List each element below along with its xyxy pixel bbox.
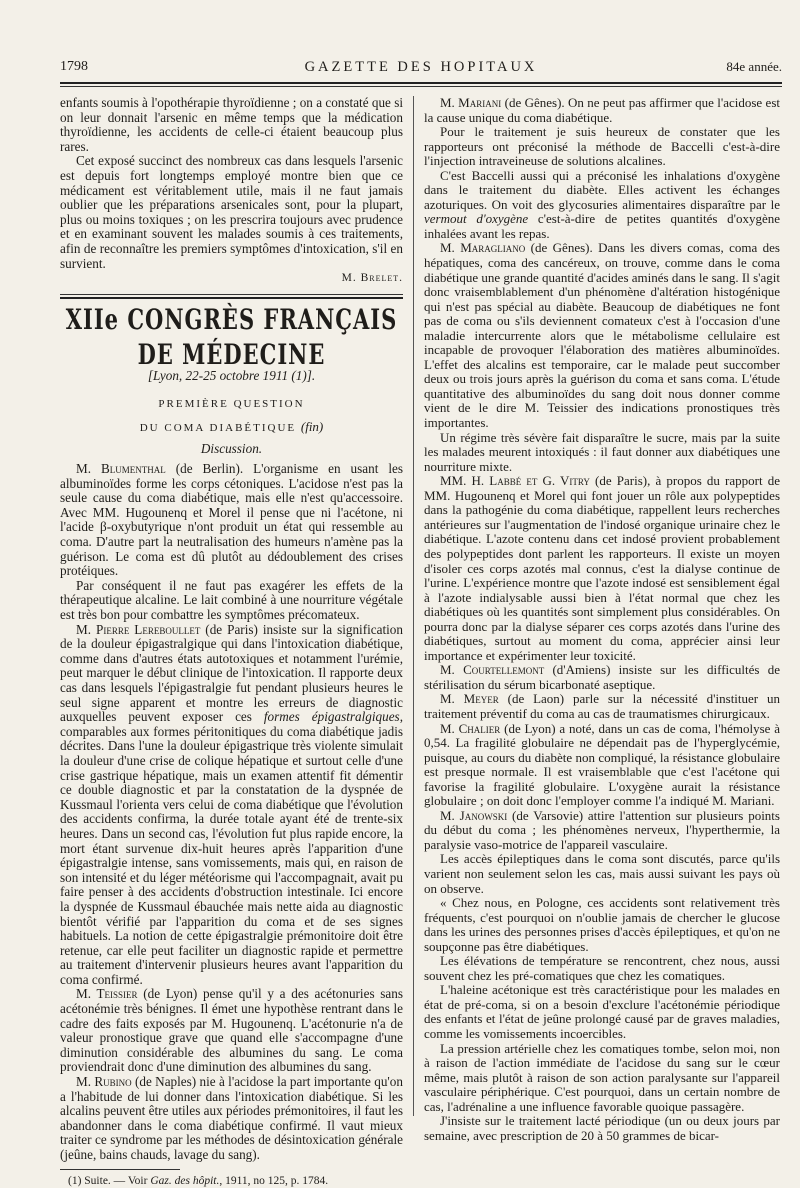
speaker-name: M. Blumenthal (76, 461, 166, 477)
footnote-citation: Gaz. des hôpit. (150, 1174, 220, 1187)
paragraph-teissier (60, 987, 403, 1075)
paragraph: La pression artérielle chez les comatiques tombe, selon moi, non à raison de l'action immédiate de l'acidose du sang sur le cœur même, mais plutôt à raison de son action paralysante sur l'appareil vasculaire périphérique. C'est pourquoi, dans un certain nombre de cas, l'adrénaline a une influence favorable quoique passagère. (424, 1040, 780, 1114)
speaker-text: , comparables aux formes péritonitiques du coma diabétique jadis décrites. Dans l'une la douleur épigastrique très violente simulait la douleur d'une crise de colique hépatique et surtout celle d'une crise gastrique hépatique, mais un examen attentif fit démentir ce double diagnostic et par la constatation de la dyspnée de Kussmaul l'orienta vers celui de coma diabétique que l'évolution des accidents confirma, la durée totale ayant été de trente-six heures. Dans un second cas, l'évolution fut plus rapide encore, la mort étant survenue dix-huit heures après l'apparition d'une épigastralgie intense, sans vomissements, mais qui, en raison de son intensité et du léger météorisme qui l'accompagnait, avait pu faire penser à des accidents d'obstruction intestinale. Ici encore la dyspnée de Kussmaul ébauchée mais nette aida au diagnostic bientôt vérifié par l'apparition du coma et de ses signes habituels. La notion de cette épigastralgie prémonitoire doit être retenue, car elle peut faciliter un diagnostic rapide et permettre au traitement d'intervenir plusieurs heures avant l'apparition du coma confirmé. (60, 709, 403, 987)
signature: M. Brelet. (341, 272, 403, 285)
question-topic: DU COMA DIABÉTIQUE (139, 421, 297, 434)
volume-year: 84e année. (726, 59, 782, 74)
paragraph-meyer (424, 692, 780, 721)
paragraph-text: C'est Baccelli aussi qui a préconisé les inhalations d'oxygène dans le traitement du diabète. Elles activent les échanges azoturiques. On voit des glycosuries alimentaires disparaître par le (424, 167, 780, 212)
paragraph-text: c'est-à-dire de petites quantités d'oxygène inhalées avant les repas. (424, 211, 780, 241)
speaker-name: M. Chalier (440, 720, 501, 736)
speaker-text: (de Lyon) a noté, dans un cas de coma, l'hémolyse à 0,54. La fragilité globulaire ne dépendait pas de l'hyperglycémie, puisque, au cours du diabète non compliqué, la résistance globulaire est presque normale. Il est vraisemblable que c'est l'acétone qui favorise la fragilité globulaire. L'oxygène aurait la résistance globulaire ; on doit donc l'employer comme l'a indiqué M. Mariani. (424, 720, 780, 809)
paragraph-mariani (424, 96, 780, 125)
speaker-name: M. Meyer (440, 691, 499, 707)
footnote (60, 1174, 403, 1188)
speaker-name: M. Rubino (76, 1074, 132, 1090)
paragraph: Cet exposé succinct des nombreux cas dans lesquels l'arsenic est depuis fort longtemps employé montre bien que ce médicament est véritablement utile, mais il ne faut jamais oublier que les préparations arsenicales sont, pour la plupart, plus ou moins toxiques ; on les prescrira toujours avec prudence et en examinant souvent les malades soumis à ces traitements, afin de reconnaître les premiers symptômes d'intoxication, s'il en survient. (60, 153, 403, 271)
page-number: 1798 (60, 59, 88, 74)
emphasis: vermout d'oxygène (424, 211, 529, 227)
paragraph: enfants soumis à l'opothérapie thyroïdienne ; on a constaté que si on leur donnait l'arsenic en même temps que la médication thyroïdienne, les accidents de celle-ci étaient beaucoup plus rares. (60, 95, 403, 154)
paragraph-maragliano (424, 241, 780, 430)
speaker-text: (de Paris) insiste sur la signification de la douleur épigastralgique qui dans l'intoxication diabétique, comme dans d'autres états autotoxiques et notamment l'urémie, peut marquer le début clinique de l'intoxication. Il rapporte deux cas dans lesquels l'épigastralgie fut pendant plusieurs heures le seul signe apparent et montre les erreurs de diagnostic auxquelles peuvent exposer ces (60, 621, 403, 725)
paragraph-labbe (424, 474, 780, 663)
section-rule-thick (60, 297, 403, 299)
paragraph-courtellemont (424, 663, 780, 692)
question-subheading (60, 420, 403, 436)
footnote-text: , 1911, no 125, p. 1784. (219, 1174, 329, 1187)
paragraph-lereboullet (60, 623, 403, 988)
paragraph-chalier (424, 722, 780, 809)
paragraph: J'insiste sur le traitement lacté périodique (un ou deux jours par semaine, avec prescription de 20 à 50 grammes de bicar- (424, 1113, 780, 1143)
section-rule (60, 294, 403, 295)
speaker-name: M. Maragliano (440, 240, 526, 256)
footnote-text: (1) Suite. — Voir (68, 1174, 151, 1187)
section-subtitle: [Lyon, 22-25 octobre 1911 (1)]. (147, 367, 316, 383)
speaker-text: (de Lyon) pense qu'il y a des acétonuries sans acétonémie très bénignes. Il émet une hypothèse rentrant dans le cadre des faits exposés par M. Hugounenq. L'acétonurie n'a de valeur pronostique grave que quand elle s'accompagne d'une diminution considérable des albumines du sang. Le coma proviendrait donc d'une diminution des albumines du sang. (60, 986, 403, 1075)
footnote-rule (60, 1169, 180, 1170)
paragraph: Les accès épileptiques dans le coma sont discutés, parce qu'ils varient non seulement selon les cas, mais aussi suivant les pays où on observe. (424, 851, 780, 896)
speaker-text: (de Laon) parle sur la nécessité d'instituer un traitement préventif du coma au cas de traumatismes chirurgicaux. (424, 691, 780, 721)
paragraph-blumenthal (60, 462, 403, 579)
speaker-name: M. Mariani (440, 95, 502, 110)
left-column (60, 96, 403, 1188)
paragraph-oxygene (424, 169, 780, 242)
running-head (60, 56, 782, 78)
speaker-name: M. Courtellemont (440, 662, 545, 678)
paragraph-rubino (60, 1075, 403, 1163)
paragraph: Par conséquent il ne faut pas exagérer les effets de la thérapeutique alcaline. Le lait combiné à une nourriture végétale est très bon pour combattre les symptômes précomateux. (60, 577, 403, 623)
paragraph: Les élévations de température se rencontrent, chez nous, aussi souvent chez les pré-comatiques que chez les comatiques. (424, 953, 780, 983)
paragraph: Un régime très sévère fait disparaître le sucre, mais par la suite les malades meurent intoxiqués : il faut donner aux diabétiques une nourriture mixte. (424, 429, 780, 474)
right-column (424, 96, 780, 1143)
paragraph: L'haleine acétonique est très caractéristique pour les malades en état de pré-coma, si on a besoin d'exclure l'acétonémie périodique des enfants et l'état de jeûne prolongé causé par de graves maladies, comme les vomissements incoercibles. (424, 982, 780, 1041)
emphasis: formes épigastralgiques (263, 709, 400, 725)
paragraph: Pour le traitement je suis heureux de constater que les rapporteurs ont préconisé la méthode de Baccelli c'est-à-dire l'injection intraveineuse de solutions alcalines. (424, 124, 780, 169)
section-title: XIIe CONGRÈS FRANÇAIS DE MÉDECINE (65, 301, 398, 371)
question-fin: (fin) (300, 418, 324, 434)
column-divider (413, 96, 414, 1116)
speaker-text: (de Naples) nie à l'acidose la part importante qu'on a l'habitude de lui donner dans l'intoxication diabétique. Si les alcalins peuvent être utiles aux périodes prémonitoires, il faut les abandonner dans le coma diabétique confirmé. Il vaut mieux traiter ce syndrome par les méthodes de désintoxication générale (jeûne, bains chauds, lavage du sang). (60, 1074, 403, 1162)
paragraph: « Chez nous, en Pologne, ces accidents sont relativement très fréquents, c'est pourquoi on n'oublie jamais de chercher le glucose dans les urines des personnes prises d'accès épileptiques, et qu'on ne soupçonne pas être diabétiques. (424, 895, 780, 954)
discussion-heading: Discussion. (200, 440, 263, 456)
speaker-text: (d'Amiens) insiste sur les difficultés de stérilisation du sérum bicarbonaté aseptique. (424, 662, 781, 692)
speaker-text: (de Varsovie) attire l'attention sur plusieurs points du début du coma ; les phénomènes nerveux, l'hyperthermie, la paralysie vaso-motrice de l'appareil vasculaire. (424, 807, 780, 852)
speaker-name: M. Pierre Lereboullet (76, 621, 201, 637)
question-heading: PREMIÈRE QUESTION (158, 398, 305, 411)
speaker-name: M. Janowski (440, 807, 508, 823)
speaker-text: (de Gênes). On ne peut pas affirmer que l'acidose est la cause unique du coma diabétique. (424, 95, 780, 125)
speaker-text: (de Berlin). L'organisme en usant les albuminoïdes forme les corps cétoniques. L'acidose n'est pas la seule cause du coma diabétique, mais elle n'est qu'accessoire. Avec MM. Hugounenq et Morel il pense que ni l'acétone, ni l'acide β-oxybutyrique n'ont produit un état qui ressemble au coma. D'autre part la neutralisation des humeurs n'amène pas la guérison. Le coma est dû plutôt au dédoublement des crises protéiques. (60, 461, 403, 579)
speaker-text: (de Gênes). Dans les divers comas, coma des hépatiques, coma des cancéreux, on trouve, comme dans le coma diabétique une grande quantité d'acides aminés dans le sang. Il s'agit donc vraisemblablement d'un phénomène d'altération histogénique qui n'est pas spécial au diabète. Beaucoup de diabétiques ne font pas de coma ou s'ils deviennent comateux c'est à l'occasion d'une maladie intercurrente alors que le métabolisme cellulaire est incapable de provoquer l'élaboration des matières albuminoïdes. L'effet des alcalins est temporaire, car le malade peut succomber deux ou trois jours après la guérison du coma et sans coma. L'étude quantitative des albuminoïdes du sang doit nous donner comme vient de le dire M. Teissier des indications pronostiques très importantes. (424, 240, 780, 431)
journal-title: GAZETTE DES HOPITAUX (304, 59, 538, 75)
speaker-text: (de Paris), à propos du rapport de MM. Hugounenq et Morel qui font jouer un rôle aux polypeptides dans la pathogénie du coma diabétique, rappellent leurs recherches antérieures sur l'augmentation de l'indosé organique urinaire chez le diabétique. L'azote contenu dans cet indosé provient probablement des polypeptides dont parlent les rapporteurs. Il existe un moyen d'isoler ces corps azotés mal connus, c'est la dialyse continue de l'urine. L'expérience montre que l'azote indosé est sensiblement égal à l'azote indialysable aussi bien à l'état normal que chez les diabétiques où les quantités sont simplement plus considérables. On pourra donc par la dialyse séparer ces corps azotés dans l'urine des diabétiques, surtout au moment du coma, apprécier ainsi leur importance et expérimenter leur toxicité. (424, 473, 780, 663)
header-rule-thin (60, 86, 782, 87)
paragraph-janowski (424, 809, 780, 853)
speaker-name: M. Teissier (76, 986, 138, 1002)
speaker-name: MM. H. Labbé et G. Vitry (440, 473, 590, 489)
header-rule (60, 82, 782, 84)
